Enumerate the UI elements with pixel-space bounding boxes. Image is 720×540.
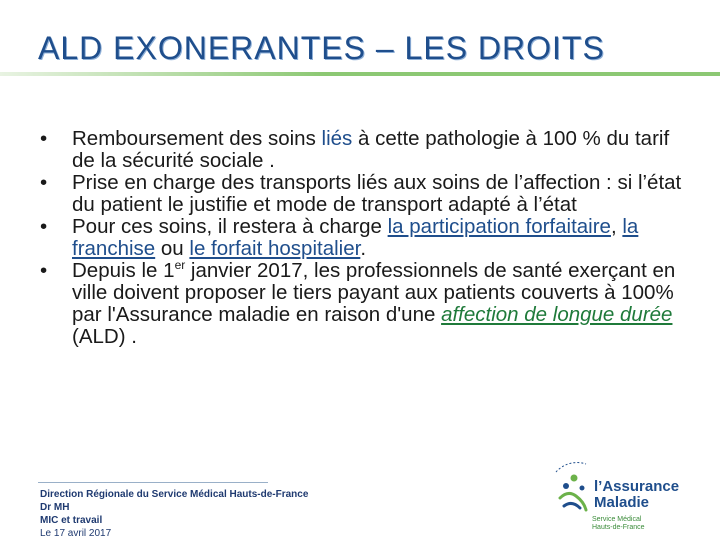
bullet-text: ou [155, 237, 190, 260]
bullet-text: Pour ces soins, il restera à charge [72, 215, 388, 238]
title-underline [0, 72, 720, 76]
logo-line-3: Service Médical [592, 516, 642, 523]
bullet-text: . [360, 237, 367, 260]
bullet-item [40, 172, 690, 216]
footer [40, 488, 308, 540]
slide-title: ALD EXONERANTES – LES DROITS [38, 30, 605, 66]
logo-line-2: Maladie [594, 494, 650, 511]
bullet-text: à cette pathologie à 100 % du tarif de la sécurité sociale . [72, 127, 670, 172]
franchise-link[interactable]: la franchise [72, 215, 639, 260]
logo-line-1: l’Assurance [594, 478, 680, 495]
bullet-list [40, 128, 690, 348]
bullet-dot: • [40, 259, 48, 282]
bullet-dot: • [40, 127, 48, 150]
ald-link[interactable]: affection de longue durée [441, 303, 673, 326]
bullet-item [40, 260, 690, 348]
bullet-text: (ALD) . [72, 325, 137, 348]
bullet-dot: • [40, 171, 48, 194]
bullet-item [40, 128, 690, 172]
assurance-maladie-logo [546, 458, 686, 530]
footer-author: Dr MH [40, 502, 70, 513]
footer-organization: Direction Régionale du Service Médical Hauts-de-France [40, 489, 309, 500]
footer-date: Le 17 avril 2017 [40, 528, 112, 539]
logo-emblem-icon [546, 458, 596, 530]
bullet-text: Depuis le 1 [72, 259, 175, 282]
participation-forfaitaire-link[interactable]: la participation forfaitaire [387, 215, 611, 238]
bullet-text: , [610, 215, 623, 238]
bullet-text: janvier 2017, les professionnels de santé exerçant en ville doivent proposer le tiers payant aux patients couverts à 100% par l'Assurance maladie en raison d'une [72, 259, 676, 326]
bullet-item [40, 216, 690, 260]
footer-divider [38, 482, 268, 483]
bullet-dot: • [40, 215, 48, 238]
logo-line-4: Hauts-de-France [592, 524, 645, 531]
footer-subject: MIC et travail [40, 515, 103, 526]
forfait-hospitalier-link[interactable]: le forfait hospitalier [189, 237, 361, 260]
bullet-text: Prise en charge des transports liés aux soins de l’affection : si l’état du patient le justifie et mode de transport adapté à l’état [72, 171, 682, 216]
superscript-er: er [174, 258, 186, 273]
bullet-accent-text: liés [321, 127, 353, 150]
bullet-text: Remboursement des soins [72, 127, 322, 150]
